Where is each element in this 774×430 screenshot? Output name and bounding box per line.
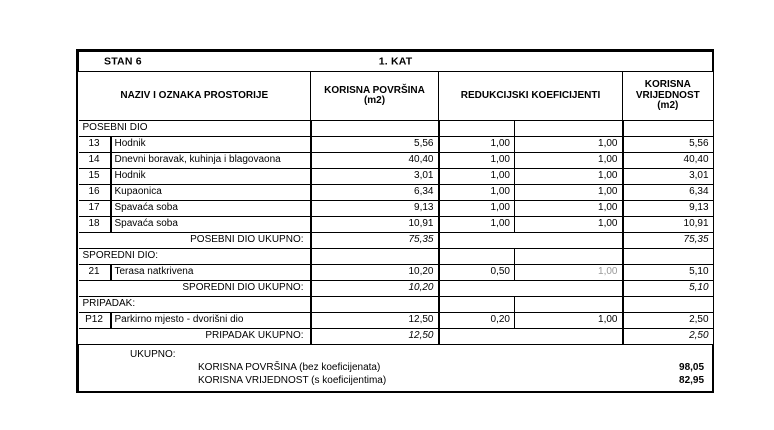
row-coefficient-2: 1,00 [515, 153, 623, 169]
table-row [79, 153, 713, 169]
table-row [79, 313, 713, 329]
section-total-label: PRIPADAK UKUPNO: [79, 329, 311, 345]
section-total-row-secondary [79, 281, 713, 297]
row-coefficient-2: 1,00 [515, 313, 623, 329]
header-value-line3: (m2) [657, 100, 679, 112]
header-area-line2: (m2) [363, 95, 386, 106]
row-coefficient-1: 0,20 [439, 313, 515, 329]
section-header-k2-blank [515, 297, 623, 313]
row-value: 40,40 [623, 153, 713, 169]
summary-header-line [82, 348, 709, 361]
unit-label: STAN 6 [104, 54, 142, 67]
section-total-value: 2,50 [623, 329, 713, 345]
table-row [79, 265, 713, 281]
section-total-label: SPOREDNI DIO UKUPNO: [79, 281, 311, 297]
row-area: 9,13 [311, 201, 439, 217]
row-area: 10,20 [311, 265, 439, 281]
column-header-row [79, 72, 713, 121]
row-coefficient-2: 1,00 [515, 217, 623, 233]
row-area: 12,50 [311, 313, 439, 329]
section-header-area-blank [311, 121, 439, 137]
row-value: 2,50 [623, 313, 713, 329]
row-code: 21 [79, 265, 111, 281]
header-area-line1: KORISNA POVRŠINA [324, 84, 425, 96]
row-value: 6,34 [623, 185, 713, 201]
row-value: 5,56 [623, 137, 713, 153]
section-total-area: 10,20 [311, 281, 439, 297]
row-name: Kupaonica [111, 185, 311, 201]
section-total-coefficient-blank [439, 281, 623, 297]
row-name: Parkirno mjesto - dvorišni dio [111, 313, 311, 329]
section-total-value: 75,35 [623, 233, 713, 249]
section-header-value-blank [623, 249, 713, 265]
section-total-area: 12,50 [311, 329, 439, 345]
floor-area-table [76, 49, 714, 393]
summary-area-value: 98,05 [679, 362, 705, 373]
row-coefficient-2: 1,00 [515, 185, 623, 201]
row-code: 13 [79, 137, 111, 153]
row-coefficient-1: 1,00 [439, 153, 515, 169]
header-value-line1: KORISNA [644, 79, 691, 91]
row-code: 18 [79, 217, 111, 233]
summary-value-value: 82,95 [679, 375, 705, 386]
summary-value-label: KORISNA VRIJEDNOST (s koeficijentima) [198, 375, 387, 386]
section-header-k2-blank [515, 249, 623, 265]
header-coefficients: REDUKCIJSKI KOEFICIJENTI [439, 72, 623, 121]
table-row [79, 201, 713, 217]
table-row [79, 169, 713, 185]
row-coefficient-2: 1,00 [515, 201, 623, 217]
row-coefficient-1: 1,00 [439, 169, 515, 185]
header-value-line2: VRIJEDNOST [635, 89, 700, 101]
row-value: 10,91 [623, 217, 713, 233]
row-name: Dnevni boravak, kuhinja i blagovaona [111, 153, 311, 169]
row-name: Spavaća soba [111, 201, 311, 217]
grand-summary-row [79, 345, 713, 392]
row-coefficient-2: 1,00 [515, 265, 623, 281]
row-area: 6,34 [311, 185, 439, 201]
summary-area-label: KORISNA POVRŠINA (bez koeficijenata) [198, 362, 381, 373]
section-header-k1-blank [439, 297, 515, 313]
section-header-k1-blank [439, 121, 515, 137]
row-value: 3,01 [623, 169, 713, 185]
section-header-row-appurtenance [79, 297, 713, 313]
title-row [79, 52, 713, 72]
section-total-label: POSEBNI DIO UKUPNO: [79, 233, 311, 249]
section-header-label: SPOREDNI DIO: [79, 249, 311, 265]
section-header-area-blank [311, 297, 439, 313]
row-area: 3,01 [311, 169, 439, 185]
row-code: 14 [79, 153, 111, 169]
section-header-label: POSEBNI DIO [79, 121, 311, 137]
grand-summary [82, 345, 709, 391]
summary-area-line [82, 361, 709, 374]
section-total-area: 75,35 [311, 233, 439, 249]
row-coefficient-1: 1,00 [439, 201, 515, 217]
section-total-coefficient-blank [439, 233, 623, 249]
section-total-coefficient-blank [439, 329, 623, 345]
header-value [623, 72, 713, 121]
section-header-area-blank [311, 249, 439, 265]
header-name: NAZIV I OZNAKA PROSTORIJE [79, 72, 311, 121]
row-area: 40,40 [311, 153, 439, 169]
table-row [79, 185, 713, 201]
row-name: Terasa natkrivena [111, 265, 311, 281]
section-total-value: 5,10 [623, 281, 713, 297]
row-code: 16 [79, 185, 111, 201]
table-row [79, 137, 713, 153]
section-header-row-secondary [79, 249, 713, 265]
table-row [79, 217, 713, 233]
summary-value-line [82, 374, 709, 387]
row-code: 17 [79, 201, 111, 217]
row-name: Spavaća soba [111, 217, 311, 233]
row-code: 15 [79, 169, 111, 185]
grand-summary-cell [79, 345, 713, 392]
section-total-row-appurtenance [79, 329, 713, 345]
row-coefficient-2: 1,00 [515, 169, 623, 185]
section-header-value-blank [623, 121, 713, 137]
row-code: P12 [79, 313, 111, 329]
header-area [311, 72, 439, 121]
row-coefficient-1: 1,00 [439, 137, 515, 153]
section-header-value-blank [623, 297, 713, 313]
row-value: 9,13 [623, 201, 713, 217]
row-area: 10,91 [311, 217, 439, 233]
section-total-row-main [79, 233, 713, 249]
summary-header-label: UKUPNO: [130, 349, 176, 360]
section-header-k1-blank [439, 249, 515, 265]
row-coefficient-1: 1,00 [439, 185, 515, 201]
row-area: 5,56 [311, 137, 439, 153]
row-value: 5,10 [623, 265, 713, 281]
row-name: Hodnik [111, 137, 311, 153]
row-name: Hodnik [111, 169, 311, 185]
area-grid [78, 51, 713, 392]
floor-label: 1. KAT [378, 54, 413, 67]
section-header-label: PRIPADAK: [79, 297, 311, 313]
section-header-row-main [79, 121, 713, 137]
section-header-k2-blank [515, 121, 623, 137]
title-band [79, 52, 713, 72]
row-coefficient-1: 0,50 [439, 265, 515, 281]
row-coefficient-2: 1,00 [515, 137, 623, 153]
row-coefficient-1: 1,00 [439, 217, 515, 233]
